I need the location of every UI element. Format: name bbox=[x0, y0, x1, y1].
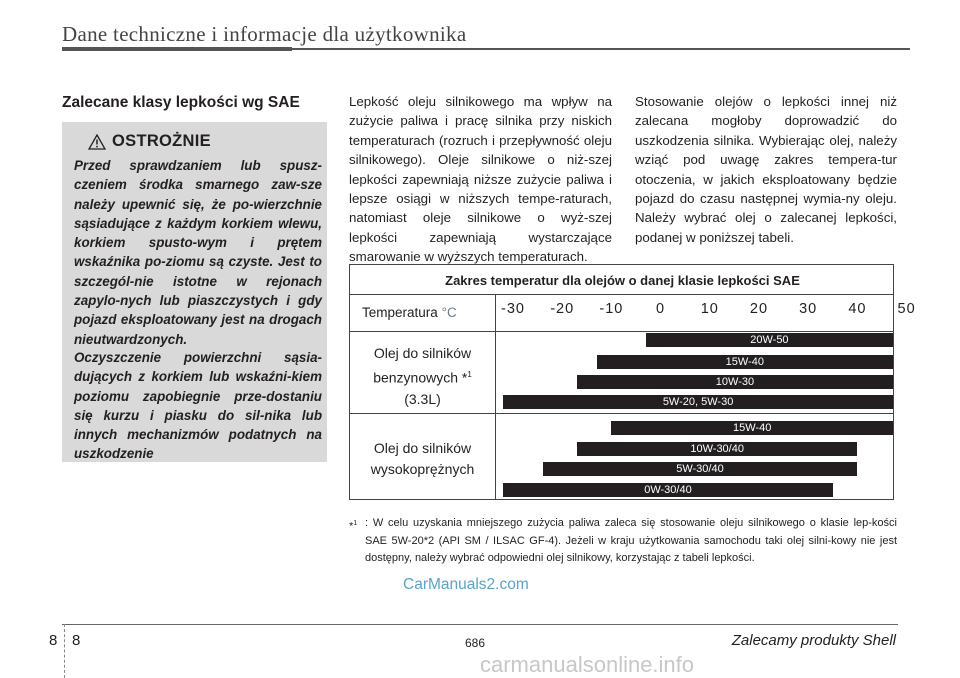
table-divider bbox=[350, 294, 893, 295]
footnote-text: : W celu uzyskania mniejszego zużycia paliwa zaleca się stosowanie oleju silnikowego o klasie lep-kości SAE 5W-20*2 (API SM / ILSAC GF-4). Jeżeli w kraju użytkowania samochodu taki olej silni-kowy nie jest dostępny, należy wybrać odpowiedni olej silnikowy, korzystając z tabeli lepkości. bbox=[365, 517, 897, 564]
footnote bbox=[349, 515, 897, 568]
page-header-title: Dane techniczne i informacje dla użytkownika bbox=[62, 22, 467, 46]
footnote-mark: *$^1$ bbox=[349, 520, 358, 533]
body-text-column-2: Stosowanie olejów o lepkości innej niż zalecana mogłoby doprowadzić do uszkodzenia silnika. Wybierając olej, należy wziąć pod uwagę zakres tempera-tur otoczenia, w jakich eksploatowany będzie pojazd do czasu następnej wymia-ny oleju. Należy wybrać olej o zalecanej lepkości, podanej w poniższej tabeli. bbox=[635, 94, 897, 245]
footer-rule bbox=[62, 624, 898, 625]
grade-bar: 15W-40 bbox=[611, 421, 893, 435]
caution-box bbox=[62, 122, 327, 462]
gasoline-oil-label: Olej do silników benzynowych *$^1$ (3.3L) bbox=[373, 345, 472, 407]
temperature-label: Temperatura °C bbox=[362, 305, 457, 320]
temperature-unit: °C bbox=[441, 305, 457, 320]
caution-label: OSTROŻNIE bbox=[112, 132, 211, 150]
temperature-tick: 20 bbox=[749, 301, 769, 317]
grade-bar: 5W-30/40 bbox=[543, 462, 858, 476]
table-divider bbox=[495, 294, 496, 499]
temperature-tick: 40 bbox=[848, 301, 867, 317]
table-divider bbox=[350, 331, 893, 332]
grade-bar: 5W-20, 5W-30 bbox=[503, 395, 893, 409]
watermark-link[interactable]: CarManuals2.com bbox=[403, 576, 529, 593]
diesel-oil-label: Olej do silników wysokoprężnych bbox=[370, 440, 475, 477]
footer-page-number: 8 bbox=[72, 632, 81, 649]
footer-chapter-number: 8 bbox=[49, 632, 58, 649]
table-heading: Zakres temperatur dla olejów o danej klasie lepkości SAE bbox=[445, 273, 800, 288]
temperature-tick: -20 bbox=[550, 301, 575, 317]
caution-paragraph-1: Przed sprawdzaniem lub spusz-czeniem środka smarnego zaw-sze należy upewnić się, że po-wierzchnie sąsiadujące z każdym korkiem wlewu, korkiem spusto-wym i prętem wskaźnika po-ziomu są czyste. Jest to szczegól-nie istotne w rejonach zapylo-nych lub piaszczystych i gdy pojazd eksploatowany jest na drogach nieutwardzonych. bbox=[74, 158, 322, 347]
grade-bar: 10W-30 bbox=[577, 375, 893, 389]
section-title: Zalecane klasy lepkości wg SAE bbox=[62, 94, 300, 111]
caution-heading bbox=[88, 132, 211, 151]
temperature-tick: 10 bbox=[700, 301, 719, 317]
viscosity-table bbox=[349, 264, 916, 500]
header-rule-accent bbox=[62, 47, 292, 51]
temperature-tick: -10 bbox=[599, 301, 624, 317]
temperature-tick: -30 bbox=[501, 301, 525, 317]
grade-bar: 15W-40 bbox=[597, 355, 893, 369]
grade-bar: 10W-30/40 bbox=[577, 442, 857, 456]
temperature-tick: 50 bbox=[897, 301, 916, 317]
footer-site-watermark[interactable]: carmanualsonline.info bbox=[480, 652, 695, 677]
body-text-column-1: Lepkość oleju silnikowego ma wpływ na zużycie paliwa i pracę silnika przy niskich temperaturach (rozruch i przepływność oleju silnikowego). Oleje silnikowe o niż-szej lepkości zapewniają niższe zużycie paliwa i lepsze osiągi w niższych tempe-raturach, natomiast oleje silnikowe o wyż-szej lepkości zapewniają wystarczające smarowanie w wyższych temperaturach. bbox=[349, 94, 612, 265]
warning-triangle-icon bbox=[88, 134, 106, 150]
footer-section-title: Zalecamy produkty Shell bbox=[731, 632, 896, 649]
temperature-tick: 30 bbox=[799, 301, 818, 317]
table-divider bbox=[350, 413, 893, 414]
grade-bar: 0W-30/40 bbox=[503, 483, 833, 497]
footer-document-page: 686 bbox=[465, 636, 486, 650]
temperature-tick: 0 bbox=[656, 301, 666, 317]
footer-margin-line bbox=[64, 624, 65, 678]
grade-bar: 20W-50 bbox=[646, 333, 893, 347]
caution-paragraph-2: Oczyszczenie powierzchni sąsia-dujących z korkiem lub wskaźni-kiem poziomu zapobiegnie prze-dostaniu się kurzu i piasku do sil-nika lub innych mechanizmów podatnych na uszkodzenie bbox=[74, 350, 322, 462]
header-rule bbox=[292, 48, 910, 50]
